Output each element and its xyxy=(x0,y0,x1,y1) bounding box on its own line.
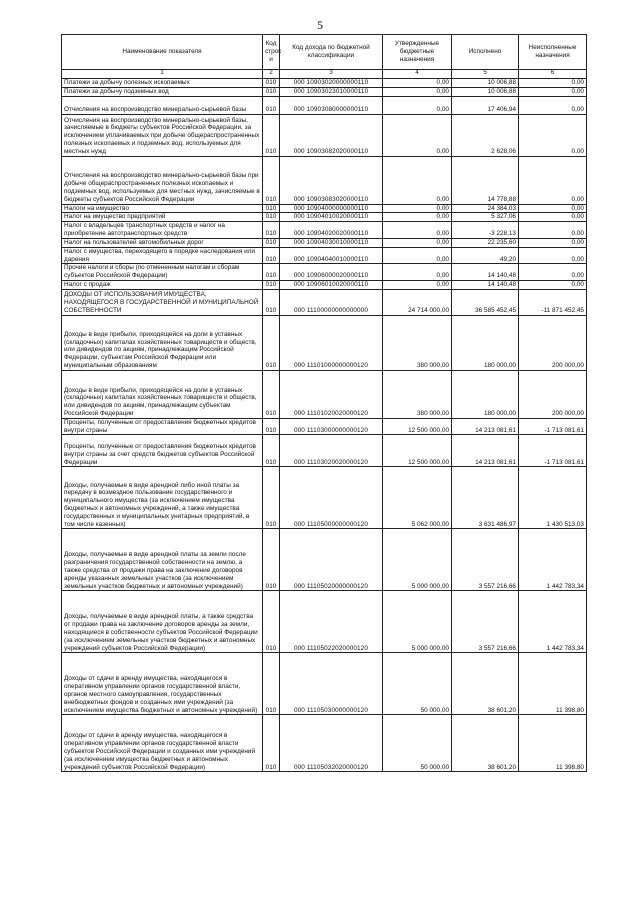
table-row xyxy=(62,315,587,370)
row-approved: 12 500 000,00 xyxy=(383,435,452,467)
table-row xyxy=(62,222,587,239)
row-approved: 380 000,00 xyxy=(383,370,452,418)
table-row xyxy=(62,715,587,772)
table-row xyxy=(62,467,587,529)
row-approved: 0,00 xyxy=(383,96,452,114)
table-row xyxy=(62,156,587,204)
header-approved: Утвержденные бюджетные назначения xyxy=(383,35,452,70)
row-name: ДОХОДЫ ОТ ИСПОЛЬЗОВАНИЯ ИМУЩЕСТВА, НАХОДЯЩЕГОСЯ В ГОСУДАРСТВЕННОЙ И МУНИЦИПАЛЬНОЙ СОБСТВЕННОСТИ xyxy=(62,289,263,315)
header-name: Наименование показателя xyxy=(62,35,263,70)
row-executed: 2 628,06 xyxy=(452,114,519,156)
row-code-line: 010 xyxy=(263,715,280,772)
row-kbk-code: 000 10904010020000110 xyxy=(280,213,383,222)
row-name: Доходы от сдачи в аренду имущества, находящегося в оперативном управлении органов государственной власти субъектов Российской Федерации и созданных ими учреждений (за исключением имущества бюджетных и автономных учреждений субъектов Российской Федерации) xyxy=(62,715,263,772)
table-row xyxy=(62,418,587,435)
row-name: Налог с продаж xyxy=(62,280,263,289)
row-executed: 180 000,00 xyxy=(452,315,519,370)
row-name: Отчисления на воспроизводство минерально-сырьевой базы, зачисляемые в бюджеты субъектов Российской Федерации, за исключением уплачиваемых при добыче общераспространенных полезных ископаемых и подземных вод, используемых для местных нужд xyxy=(62,114,263,156)
row-code-line: 010 xyxy=(263,222,280,239)
row-executed: 3 557 216,66 xyxy=(452,529,519,591)
row-name: Доходы, получаемые в виде арендной платы за земли после разграничения государственной собственности на землю, а также средства от продажи права на заключение договоров аренды указанных земельных участков (за исключением земельных участков бюджетных и автономных учреждений) xyxy=(62,529,263,591)
row-unexecuted: 0,00 xyxy=(519,247,587,264)
row-executed: 14 213 081,61 xyxy=(452,418,519,435)
row-kbk-code: 000 10903023010000110 xyxy=(280,87,383,96)
row-kbk-code: 000 11105000000000120 xyxy=(280,467,383,529)
row-executed: 3 557 216,66 xyxy=(452,591,519,653)
header-executed: Исполнено xyxy=(452,35,519,70)
row-code-line: 010 xyxy=(263,435,280,467)
row-code-line: 010 xyxy=(263,79,280,88)
row-kbk-code: 000 10904030010000110 xyxy=(280,238,383,247)
column-index: 1 xyxy=(62,70,263,79)
row-unexecuted: 200 000,00 xyxy=(519,315,587,370)
header-unexecuted: Неисполненные назначения xyxy=(519,35,587,70)
row-executed: 24 384,03 xyxy=(452,204,519,213)
column-index: 4 xyxy=(383,70,452,79)
row-code-line: 010 xyxy=(263,247,280,264)
header-row xyxy=(62,35,587,70)
row-code-line: 010 xyxy=(263,591,280,653)
table-row xyxy=(62,247,587,264)
column-index: 6 xyxy=(519,70,587,79)
row-approved: 0,00 xyxy=(383,79,452,88)
report-body xyxy=(62,79,587,772)
row-code-line: 010 xyxy=(263,213,280,222)
row-approved: 0,00 xyxy=(383,247,452,264)
row-kbk-code: 000 10904020020000110 xyxy=(280,222,383,239)
row-unexecuted: -11 871 452,45 xyxy=(519,289,587,315)
table-row xyxy=(62,264,587,281)
table-row xyxy=(62,370,587,418)
row-kbk-code: 000 10903080000000110 xyxy=(280,96,383,114)
row-unexecuted: -1 713 081,61 xyxy=(519,435,587,467)
row-kbk-code: 000 10904040010000110 xyxy=(280,247,383,264)
row-executed: 10 006,88 xyxy=(452,79,519,88)
row-name: Прочие налоги и сборы (по отмененным налогам и сборам субъектов Российской Федерации) xyxy=(62,264,263,281)
row-approved: 50 000,00 xyxy=(383,715,452,772)
row-unexecuted: 0,00 xyxy=(519,204,587,213)
row-approved: 0,00 xyxy=(383,264,452,281)
row-approved: 5 000 000,00 xyxy=(383,529,452,591)
row-name: Налоги на имущество xyxy=(62,204,263,213)
row-unexecuted: -1 713 081,61 xyxy=(519,418,587,435)
row-unexecuted: 1 442 783,34 xyxy=(519,591,587,653)
row-code-line: 010 xyxy=(263,370,280,418)
column-index-row xyxy=(62,70,587,79)
column-index: 5 xyxy=(452,70,519,79)
row-unexecuted: 1 442 783,34 xyxy=(519,529,587,591)
row-name: Отчисления на воспроизводство минерально-сырьевой базы xyxy=(62,96,263,114)
row-name: Отчисления на воспроизводство минерально-сырьевой базы при добыче общераспространенных полезных ископаемых и подземных вод, используемых для местных нужд, зачисляемые в бюджеты субъектов Российской Федерации xyxy=(62,156,263,204)
row-kbk-code: 000 11105022020000120 xyxy=(280,591,383,653)
column-index: 3 xyxy=(280,70,383,79)
row-name: Доходы, получаемые в виде арендной платы, а также средства от продажи права на заключение договоров аренды за земли, находящиеся в собственности субъектов Российской Федерации (за исключением земельных участков бюджетных и автономных учреждений субъектов Российской Федерации) xyxy=(62,591,263,653)
row-kbk-code: 000 10904000000000110 xyxy=(280,204,383,213)
row-code-line: 010 xyxy=(263,87,280,96)
row-unexecuted: 1 430 513,03 xyxy=(519,467,587,529)
row-name: Доходы от сдачи в аренду имущества, находящегося в оперативном управлении органов государственной власти, органов местного самоуправления, государственных внебюджетных фондов и созданных ими учреждений (за исключением имущества бюджетных и автономных учреждений) xyxy=(62,653,263,715)
row-executed: 10 006,88 xyxy=(452,87,519,96)
row-code-line: 010 xyxy=(263,114,280,156)
row-executed: 38 601,20 xyxy=(452,653,519,715)
row-code-line: 010 xyxy=(263,467,280,529)
row-approved: 5 000 000,00 xyxy=(383,591,452,653)
row-executed: 49,20 xyxy=(452,247,519,264)
row-executed: 22 235,60 xyxy=(452,238,519,247)
row-executed: 5 327,06 xyxy=(452,213,519,222)
table-row xyxy=(62,79,587,88)
row-code-line: 010 xyxy=(263,96,280,114)
row-unexecuted: 0,00 xyxy=(519,222,587,239)
row-kbk-code: 000 11103020020000120 xyxy=(280,435,383,467)
row-executed: 14 140,48 xyxy=(452,264,519,281)
row-approved: 5 062 000,00 xyxy=(383,467,452,529)
row-unexecuted: 0,00 xyxy=(519,96,587,114)
row-kbk-code: 000 11105032020000120 xyxy=(280,715,383,772)
table-row xyxy=(62,653,587,715)
row-executed: 36 585 452,45 xyxy=(452,289,519,315)
row-name: Проценты, полученные от предоставления бюджетных кредитов внутри страны xyxy=(62,418,263,435)
row-kbk-code: 000 11103000000000120 xyxy=(280,418,383,435)
row-code-line: 010 xyxy=(263,418,280,435)
row-unexecuted: 0,00 xyxy=(519,79,587,88)
row-executed: -3 228,13 xyxy=(452,222,519,239)
row-name: Налог на пользователей автомобильных дорог xyxy=(62,238,263,247)
row-approved: 0,00 xyxy=(383,114,452,156)
row-executed: 14 213 081,61 xyxy=(452,435,519,467)
row-approved: 0,00 xyxy=(383,87,452,96)
row-name: Налог с владельцев транспортных средств и налог на приобретение автотранспортных средств xyxy=(62,222,263,239)
table-row xyxy=(62,87,587,96)
header-kbk: Код дохода по бюджетной классификации xyxy=(280,35,383,70)
table-row xyxy=(62,213,587,222)
row-name: Платежи за добычу подземных вод xyxy=(62,87,263,96)
row-approved: 24 714 000,00 xyxy=(383,289,452,315)
row-kbk-code: 000 10906000020000110 xyxy=(280,264,383,281)
row-code-line: 010 xyxy=(263,280,280,289)
table-row xyxy=(62,238,587,247)
revenue-report-table xyxy=(61,34,587,772)
row-name: Доходы в виде прибыли, приходящейся на доли в уставных (складочных) капиталах хозяйственных товариществ и обществ, или дивидендов по акциям, принадлежащим Российской Федерации, субъектам Российской Федерации или муниципальным образованиям xyxy=(62,315,263,370)
table-row xyxy=(62,96,587,114)
row-kbk-code: 000 11101020020000120 xyxy=(280,370,383,418)
row-unexecuted: 0,00 xyxy=(519,213,587,222)
row-code-line: 010 xyxy=(263,653,280,715)
row-unexecuted: 0,00 xyxy=(519,114,587,156)
row-approved: 0,00 xyxy=(383,156,452,204)
row-approved: 0,00 xyxy=(383,204,452,213)
row-approved: 0,00 xyxy=(383,238,452,247)
row-unexecuted: 0,00 xyxy=(519,156,587,204)
row-executed: 38 601,20 xyxy=(452,715,519,772)
header-code-line: Код строк и xyxy=(263,35,280,70)
table-row xyxy=(62,204,587,213)
row-code-line: 010 xyxy=(263,204,280,213)
row-unexecuted: 0,00 xyxy=(519,87,587,96)
row-unexecuted: 11 398,80 xyxy=(519,653,587,715)
table-row xyxy=(62,435,587,467)
table-row xyxy=(62,114,587,156)
row-executed: 14 778,88 xyxy=(452,156,519,204)
row-approved: 0,00 xyxy=(383,213,452,222)
row-approved: 12 500 000,00 xyxy=(383,418,452,435)
row-name: Платежи за добычу полезных ископаемых xyxy=(62,79,263,88)
row-kbk-code: 000 10903082020000110 xyxy=(280,114,383,156)
row-code-line: 010 xyxy=(263,289,280,315)
row-approved: 0,00 xyxy=(383,280,452,289)
row-unexecuted: 0,00 xyxy=(519,280,587,289)
row-code-line: 010 xyxy=(263,529,280,591)
row-kbk-code: 000 10906010020000110 xyxy=(280,280,383,289)
row-approved: 50 000,00 xyxy=(383,653,452,715)
page-number: 5 xyxy=(317,18,323,32)
row-code-line: 010 xyxy=(263,315,280,370)
row-approved: 380 000,00 xyxy=(383,315,452,370)
row-code-line: 010 xyxy=(263,238,280,247)
row-executed: 17 406,94 xyxy=(452,96,519,114)
row-unexecuted: 0,00 xyxy=(519,264,587,281)
table-row xyxy=(62,289,587,315)
row-name: Доходы в виде прибыли, приходящейся на доли в уставных (складочных) капиталах хозяйственных товариществ и обществ, или дивидендов по акциям, принадлежащим субъектам Российской Федерации xyxy=(62,370,263,418)
table-row xyxy=(62,591,587,653)
row-executed: 14 140,48 xyxy=(452,280,519,289)
row-unexecuted: 0,00 xyxy=(519,238,587,247)
row-executed: 3 631 486,97 xyxy=(452,467,519,529)
row-kbk-code: 000 11105020000000120 xyxy=(280,529,383,591)
row-code-line: 010 xyxy=(263,264,280,281)
row-approved: 0,00 xyxy=(383,222,452,239)
column-index: 2 xyxy=(263,70,280,79)
row-kbk-code: 000 11105030000000120 xyxy=(280,653,383,715)
row-name: Проценты, полученные от предоставления бюджетных кредитов внутри страны за счет средств бюджетов субъектов Российской Федерации xyxy=(62,435,263,467)
row-kbk-code: 000 11101000000000120 xyxy=(280,315,383,370)
row-code-line: 010 xyxy=(263,156,280,204)
row-name: Налог на имущество предприятий xyxy=(62,213,263,222)
row-name: Налог с имущества, переходящего в порядке наследования или дарения xyxy=(62,247,263,264)
row-kbk-code: 000 11100000000000000 xyxy=(280,289,383,315)
row-executed: 180 000,00 xyxy=(452,370,519,418)
row-name: Доходы, получаемые в виде арендной либо иной платы за передачу в возмездное пользование государственного и муниципального имущества (за исключением имущества бюджетных и автономных учреждений, а также имущества государственных и муниципальных унитарных предприятий, в том числе казенных) xyxy=(62,467,263,529)
row-unexecuted: 11 398,80 xyxy=(519,715,587,772)
row-unexecuted: 200 000,00 xyxy=(519,370,587,418)
table-row xyxy=(62,280,587,289)
row-kbk-code: 000 10903083020000110 xyxy=(280,156,383,204)
row-kbk-code: 000 10903020000000110 xyxy=(280,79,383,88)
table-row xyxy=(62,529,587,591)
